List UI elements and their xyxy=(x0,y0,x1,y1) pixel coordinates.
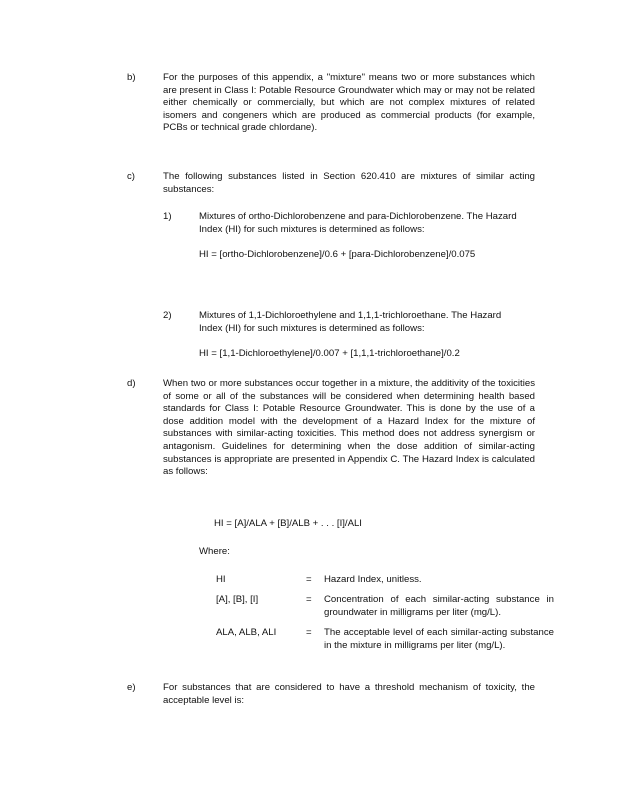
paragraph-d-label: d) xyxy=(127,378,136,389)
subparagraph-c2-text: Mixtures of 1,1-Dichloroethylene and 1,1,1-trichloroethane. The Hazard Index (HI) for such mixtures is determined as follows: xyxy=(199,310,502,334)
definition-term: ALA, ALB, ALI xyxy=(216,627,277,638)
subparagraph-c2-formula: HI = [1,1-Dichloroethylene]/0.007 + [1,1,1-trichloroethane]/0.2 xyxy=(199,347,460,359)
definition-equals: = xyxy=(306,627,312,638)
paragraph-c-label: c) xyxy=(127,171,135,182)
subparagraph-c1-text: Mixtures of ortho-Dichlorobenzene and para-Dichlorobenzene. The Hazard Index (HI) for such mixtures is determined as follows: xyxy=(199,211,517,235)
definition-description: The acceptable level of each similar-acting substance in the mixture in milligrams per liter (mg/L). xyxy=(324,627,554,651)
definition-equals: = xyxy=(306,574,312,585)
paragraph-b-label: b) xyxy=(127,72,136,83)
subparagraph-c1-formula: HI = [ortho-Dichlorobenzene]/0.6 + [para-Dichlorobenzene]/0.075 xyxy=(199,248,476,260)
definition-description: Hazard Index, unitless. xyxy=(324,574,422,585)
subparagraph-c1-label: 1) xyxy=(163,211,172,222)
where-label: Where: xyxy=(199,546,230,557)
definition-description: Concentration of each similar-acting substance in groundwater in milligrams per liter (mg/L). xyxy=(324,594,554,618)
definition-term: HI xyxy=(216,574,226,585)
subparagraph-c2-label: 2) xyxy=(163,310,172,321)
paragraph-b-text: For the purposes of this appendix, a "mixture" means two or more substances which are present in Class I: Potable Resource Groundwater which may or may not be related either chemically or commercially, but which are not complex mixtures of related isomers and congeners which are produced as commercial products (for example, PCBs or technical grade chlordane). xyxy=(163,72,535,134)
paragraph-e-text: For substances that are considered to have a threshold mechanism of toxicity, the acceptable level is: xyxy=(163,682,535,706)
definition-term: [A], [B], [I] xyxy=(216,594,259,605)
paragraph-d-text: When two or more substances occur together in a mixture, the additivity of the toxicities of some or all of the substances will be considered when determining health based standards for Class I: Potable Resource Groundwater. This is done by the use of a dose addition model with the development of a Hazard Index for the mixture of substances with similar-acting toxicities. This method does not address synergism or antagonism. Guidelines for determining when the dose addition of similar-acting substances is appropriate are presented in Appendix C. The Hazard Index is calculated as follows: xyxy=(163,378,535,478)
hazard-index-formula: HI = [A]/ALA + [B]/ALB + . . . [I]/ALI xyxy=(214,518,362,529)
paragraph-e-label: e) xyxy=(127,682,136,693)
paragraph-c-text: The following substances listed in Section 620.410 are mixtures of similar acting substances: xyxy=(163,171,535,195)
definition-equals: = xyxy=(306,594,312,605)
